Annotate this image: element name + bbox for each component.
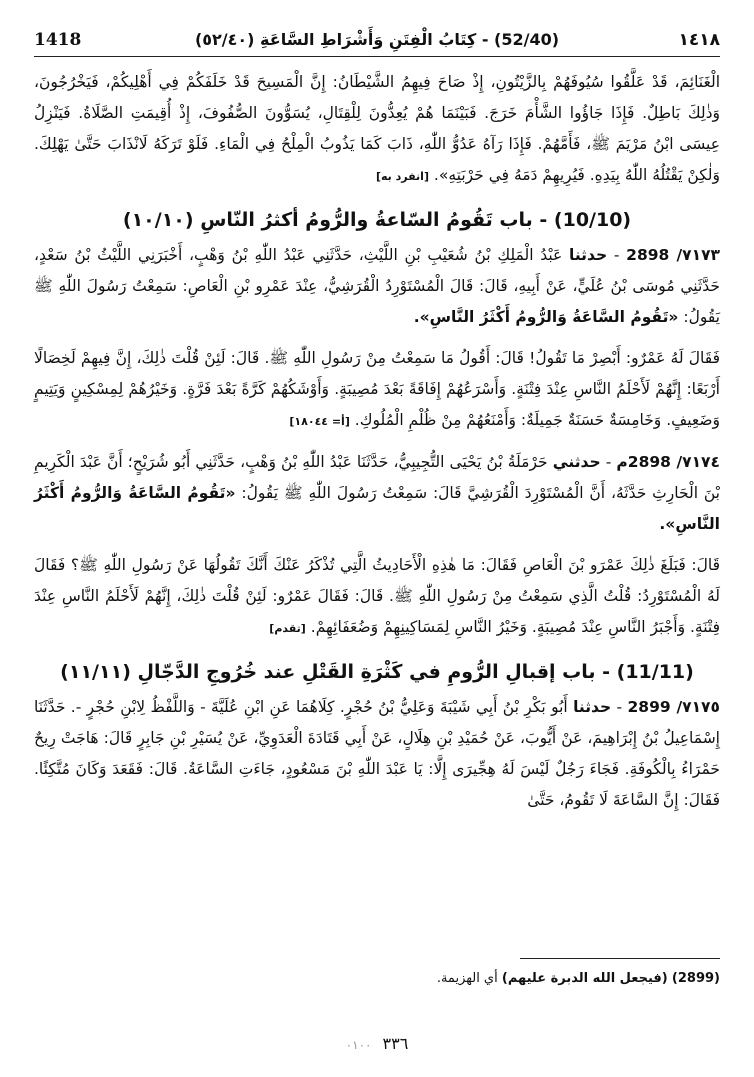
reference-note: [انفرد به] <box>375 170 429 183</box>
page-number-latin: 1418 <box>34 30 82 50</box>
hadith-lead: حدثني <box>552 453 601 471</box>
hadith-lead: حدثنا <box>573 698 612 716</box>
footnote-ref: (2899) <box>671 971 720 986</box>
footnotes <box>34 958 720 986</box>
paragraph <box>34 550 720 644</box>
paragraph-text: الْغَنَائِمَ، قَدْ عَلَّقُوا سُيُوفَهُمْ بِالزَّيْتُونِ، إِذْ صَاحَ فِيهِمُ الشَّيْطَانُ: إِنَّ الْمَسِيحَ قَدْ خَلَفَكُمْ فِي أَهْلِيكُمْ، فَيَخْرُجُونَ، وَذٰلِكَ بَاطِلٌ. فَإِذَا جَاؤُوا الشَّأْمَ خَرَجَ. فَبَيْنَمَا هُمْ يُعِدُّونَ لِلْقِتَالِ، يُسَوُّونَ الصُّفُوفَ، إِذْ أُقِيمَتِ الصَّلَاةُ. فَيَنْزِلُ عِيسَى ابْنُ مَرْيَمَ ﷺ، فَأَمَّهُمْ. فَإِذَا رَآهُ عَدُوُّ اللّٰهِ، ذَابَ كَمَا يَذُوبُ الْمِلْحُ فِي الْمَاءِ. فَلَوْ تَرَكَهُ لَانْذَابَ حَتَّىٰ يَهْلِكَ. وَلٰكِنْ يَقْتُلُهُ اللّٰهُ بِيَدِهِ. فَيُرِيهِمْ دَمَهُ فِي حَرْبَتِهِ». <box>34 73 720 184</box>
footer-mark: ٠١٠٠ <box>345 1038 372 1052</box>
hadith-number: ٧١٧٥/ 2899 <box>627 698 720 716</box>
page-footer <box>34 1034 720 1053</box>
hadith-number: ٧١٧٣/ 2898 <box>626 246 721 264</box>
page-number-arabic: ١٤١٨ <box>678 30 720 50</box>
footnote-phrase: (فيجعل الله الدبرة عليهم) <box>501 971 668 986</box>
footnote-rule <box>520 958 720 959</box>
hadith-quote: «تَقُومُ السَّاعَةُ وَالرُّومُ أَكْثَرُ النَّاسِ». <box>34 484 720 533</box>
paragraph <box>34 343 720 437</box>
hadith-number: ٧١٧٤/ 2898م <box>616 453 720 471</box>
paragraph <box>34 67 720 192</box>
page-header <box>34 26 720 57</box>
running-title: (52/40) - كِتَابُ الْفِتَنِ وَأَشْرَاطِ السَّاعَةِ (٥٢/٤٠) <box>194 30 560 49</box>
main-text <box>34 67 720 816</box>
page <box>34 26 720 1056</box>
hadith-lead: حدثنا <box>569 246 608 264</box>
footnote <box>34 971 720 986</box>
hadith-block: ٧١٧٣/ 2898 - حدثنا عَبْدُ الْمَلِكِ بْنُ شُعَيْبِ بْنِ اللَّيْثِ، حَدَّثَنِي عَبْدُ اللّٰهِ بْنُ وَهْبٍ، أَخْبَرَنِي اللَّيْثُ بْنُ سَعْدٍ، حَدَّثَنِي مُوسَى بْنُ عُلَيٍّ، عَنْ أَبِيهِ، قَالَ: قَالَ الْمُسْتَوْرِدُ الْقُرَشِيُّ، عِنْدَ عَمْرِو بْنِ الْعَاصِ: سَمِعْتُ رَسُولَ اللّٰهِ ﷺ يَقُولُ: «تَقُومُ السَّاعَةُ وَالرُّومُ أَكْثَرُ النَّاسِ». <box>34 246 721 326</box>
paragraph-text: قَالَ: فَبَلَغَ ذٰلِكَ عَمْرَو بْنَ الْعَاصِ فَقَالَ: مَا هٰذِهِ الْأَحَادِيثُ الَّتِي تُذْكَرُ عَنْكَ أَنَّكَ تَقُولُهَا عَنْ رَسُولِ اللّٰهِ ﷺ؟ فَقَالَ لَهُ الْمُسْتَوْرِدُ: قُلْتُ الَّذِي سَمِعْتُ مِنْ رَسُولِ اللّٰهِ ﷺ. قَالَ: فَقَالَ عَمْرٌو: لَئِنْ قُلْتَ ذٰلِكَ، إِنَّهُمْ لَأَحْلَمُ النَّاسِ عِنْدَ فِتْنَةٍ. وَأَجْبَرُ النَّاسِ عِنْدَ مُصِيبَةٍ. وَخَيْرُ النَّاسِ لِمَسَاكِينِهِمْ وَضُعَفَائِهِمْ. <box>34 556 720 636</box>
footnote-explanation: أي الهزيمة. <box>436 971 498 986</box>
hadith-text: أَبُو بَكْرِ بْنُ أَبِي شَيْبَةَ وَعَلِيُّ بْنُ حُجْرٍ. كِلَاهُمَا عَنِ ابْنِ عُلَيَّةَ - وَاللَّفْظُ لِابْنِ حُجْرٍ -. حَدَّثَنَا إِسْمَاعِيلُ بْنُ إِبْرَاهِيمَ، عَنْ أَيُّوبَ، عَنْ حُمَيْدِ بْنِ هِلَالٍ، عَنْ أَبِي قَتَادَةَ الْعَدَوِيِّ، عَنْ يُسَيْرِ بْنِ جَابِرٍ قَالَ: هَاجَتْ رِيحٌ حَمْرَاءُ بِالْكُوفَةِ. فَجَاءَ رَجُلٌ لَيْسَ لَهُ هِجِّيرَى إِلَّا: يَا عَبْدَ اللّٰهِ بْنَ مَسْعُودٍ، جَاءَتِ السَّاعَةُ. قَالَ: فَقَعَدَ وَكَانَ مُتَّكِئًا. فَقَالَ: إِنَّ السَّاعَةَ لَا تَقُومُ، حَتَّىٰ <box>34 698 720 809</box>
hadith-quote: «تَقُومُ السَّاعَةُ وَالرُّومُ أَكْثَرُ النَّاسِ». <box>413 308 679 326</box>
paragraph-text: فَقَالَ لَهُ عَمْرٌو: أَبْصِرْ مَا تَقُولُ! قَالَ: أَقُولُ مَا سَمِعْتُ مِنْ رَسُولِ اللّٰهِ ﷺ. قَالَ: لَئِنْ قُلْتَ ذٰلِكَ، إِنَّ فِيهِمْ لَخِصَالًا أَرْبَعًا: إِنَّهُمْ لَأَحْلَمُ النَّاسِ عِنْدَ فِتْنَةٍ. وَأَسْرَعُهُمْ إِفَاقَةً بَعْدَ مُصِيبَةٍ. وَأَوْشَكُهُمْ كَرَّةً بَعْدَ فَرَّةٍ. وَخَيْرُهُمْ لِمِسْكِينٍ وَيَتِيمٍ وَضَعِيفٍ. وَخَامِسَةٌ حَسَنَةٌ جَمِيلَةٌ: وَأَمْنَعُهُمْ مِنْ ظُلْمِ الْمُلُوكِ. <box>34 349 720 429</box>
hadith-text: عَبْدُ الْمَلِكِ بْنُ شُعَيْبِ بْنِ اللَّيْثِ، حَدَّثَنِي عَبْدُ اللّٰهِ بْنُ وَهْبٍ، أَخْبَرَنِي اللَّيْثُ بْنُ سَعْدٍ، حَدَّثَنِي مُوسَى بْنُ عُلَيٍّ، عَنْ أَبِيهِ، قَالَ: قَالَ الْمُسْتَوْرِدُ الْقُرَشِيُّ، عِنْدَ عَمْرِو بْنِ الْعَاصِ: سَمِعْتُ رَسُولَ اللّٰهِ ﷺ يَقُولُ: <box>34 246 720 326</box>
footer-page-number: ٣٣٦ <box>382 1034 409 1053</box>
reference-note: [أ= ١٨٠٤٤] <box>289 415 350 428</box>
chapter-heading: (10/10) - باب تَقُومُ السّاعةُ والرُّومُ أكثرُ النّاسِ (١٠/١٠) <box>122 209 632 231</box>
hadith-text: حَرْمَلَةُ بْنُ يَحْيَى التُّجِيبِيُّ، حَدَّثَنَا عَبْدُ اللّٰهِ بْنُ وَهْبٍ، حَدَّثَنِي أَبُو شُرَيْحٍ؛ أَنَّ عَبْدَ الْكَرِيمِ بْنَ الْحَارِثِ حَدَّثَهُ، أَنَّ الْمُسْتَوْرِدَ الْقُرَشِيَّ قَالَ: سَمِعْتُ رَسُولَ اللّٰهِ ﷺ يَقُولُ: <box>34 453 720 502</box>
hadith-block: ٧١٧٥/ 2899 - حدثنا أَبُو بَكْرِ بْنُ أَبِي شَيْبَةَ وَعَلِيُّ بْنُ حُجْرٍ. كِلَاهُمَا عَنِ ابْنِ عُلَيَّةَ - وَاللَّفْظُ لِابْنِ حُجْرٍ -. حَدَّثَنَا إِسْمَاعِيلُ بْنُ إِبْرَاهِيمَ، عَنْ أَيُّوبَ، عَنْ حُمَيْدِ بْنِ هِلَالٍ، عَنْ أَبِي قَتَادَةَ الْعَدَوِيِّ، عَنْ يُسَيْرِ بْنِ جَابِرٍ قَالَ: هَاجَتْ رِيحٌ حَمْرَاءُ بِالْكُوفَةِ. فَجَاءَ رَجُلٌ لَيْسَ لَهُ هِجِّيرَى إِلَّا: يَا عَبْدَ اللّٰهِ بْنَ مَسْعُودٍ، جَاءَتِ السَّاعَةُ. قَالَ: فَقَعَدَ وَكَانَ مُتَّكِئًا. فَقَالَ: إِنَّ السَّاعَةَ لَا تَقُومُ، حَتَّىٰ <box>34 698 720 809</box>
hadith-block: ٧١٧٤/ 2898م - حدثني حَرْمَلَةُ بْنُ يَحْيَى التُّجِيبِيُّ، حَدَّثَنَا عَبْدُ اللّٰهِ بْنُ وَهْبٍ، حَدَّثَنِي أَبُو شُرَيْحٍ؛ أَنَّ عَبْدَ الْكَرِيمِ بْنَ الْحَارِثِ حَدَّثَهُ، أَنَّ الْمُسْتَوْرِدَ الْقُرَشِيَّ قَالَ: سَمِعْتُ رَسُولَ اللّٰهِ ﷺ يَقُولُ: «تَقُومُ السَّاعَةُ وَالرُّومُ أَكْثَرُ النَّاسِ». <box>34 453 720 533</box>
chapter-heading: (11/11) - باب إقبالِ الرُّومِ في كَثْرَةِ القَتْلِ عند خُرُوجِ الدَّجّالِ (١١/١١) <box>60 661 694 683</box>
reference-note: [تقدم] <box>269 622 306 635</box>
